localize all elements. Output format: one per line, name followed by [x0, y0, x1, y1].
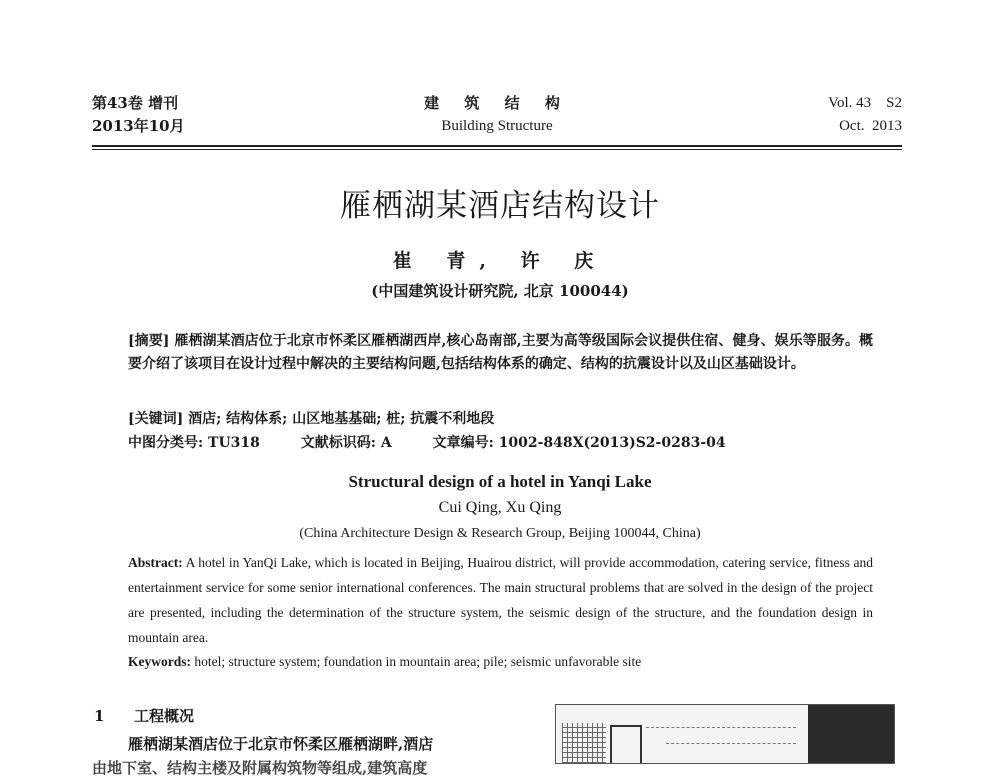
keywords-cn-label: [关键词] — [128, 411, 184, 427]
abstract-cn — [128, 330, 873, 376]
doc-code-label: 文献标识码: — [300, 435, 376, 451]
header-center — [92, 92, 902, 138]
classification-line — [128, 432, 873, 455]
figure-grid-area — [562, 723, 606, 763]
affiliation-en: (China Architecture Design & Research Group, Beijing 100044, China) — [299, 526, 701, 541]
figure-dark-region — [808, 705, 894, 763]
article-number — [433, 432, 726, 455]
keywords-en-label: Keywords: — [128, 654, 191, 669]
section-title: 工程概况 — [134, 707, 195, 725]
authors-cn: 崔 青, 许 庆 — [392, 250, 608, 272]
date-en: Oct. 2013 — [839, 118, 902, 134]
body-text-line-cut: 由地下室、结构主楼及附属构筑物等组成,建筑高度 — [92, 759, 428, 777]
authors-en: Cui Qing, Xu Qing — [438, 499, 562, 516]
date-cn: 2013年10月 — [92, 117, 185, 135]
header-rule — [92, 145, 902, 147]
keywords-cn — [128, 408, 873, 431]
site-plan-figure — [555, 704, 895, 764]
journal-name-cn: 建 筑 结 构 — [424, 94, 570, 112]
figure-dashed-line — [646, 727, 796, 728]
section-number: 1 — [94, 707, 105, 725]
article-no-label: 文章编号: — [432, 435, 494, 451]
journal-name-en: Building Structure — [441, 118, 553, 134]
affiliation-cn: (中国建筑设计研究院, 北京 100044) — [371, 282, 629, 300]
clc-label: 中图分类号: — [128, 435, 204, 451]
abstract-en-text: A hotel in YanQi Lake, which is located in Beijing, Huairou district, will provide accommodation, catering service, fitness and entertainment service for some senior international conferences. The main structural problems that are solved in the design of the project are presented, including the determination of the structure system, the seismic design of the structure, and the foundation design in mountain area. — [128, 555, 873, 645]
clc-value: TU318 — [208, 435, 260, 451]
doc-code — [301, 432, 392, 455]
running-header — [92, 92, 902, 138]
figure-building-outline — [610, 725, 642, 764]
body-text-line: 雁栖湖某酒店位于北京市怀柔区雁栖湖畔,酒店 — [128, 735, 434, 753]
section-heading — [94, 705, 194, 726]
figure-dashed-line — [666, 743, 796, 744]
article-title-cn: 雁栖湖某酒店结构设计 — [340, 188, 660, 224]
abstract-cn-label: [摘要] — [128, 333, 170, 349]
header-rule-thin — [92, 149, 902, 150]
clc-code — [128, 432, 260, 455]
doc-code-value: A — [380, 435, 392, 451]
article-title-en: Structural design of a hotel in Yanqi Lake — [348, 472, 652, 491]
header-right — [828, 92, 902, 138]
article-no-value: 1002-848X(2013)S2-0283-04 — [498, 435, 726, 451]
abstract-en-label: Abstract: — [128, 555, 183, 570]
abstract-en — [128, 550, 873, 650]
keywords-en-text: hotel; structure system; foundation in mountain area; pile; seismic unfavorable site — [191, 654, 642, 669]
volume-cn: 第43卷 增刊 — [92, 94, 179, 112]
volume-en: Vol. 43 S2 — [828, 95, 902, 111]
keywords-cn-text: 酒店; 结构体系; 山区地基基础; 桩; 抗震不利地段 — [188, 411, 495, 427]
keywords-en — [128, 651, 873, 673]
abstract-cn-text: 雁栖湖某酒店位于北京市怀柔区雁栖湖西岸,核心岛南部,主要为高等级国际会议提供住宿、健身、娱乐等服务。概要介绍了该项目在设计过程中解决的主要结构问题,包括结构体系的确定、结构的抗震设计以及山区基础设计。 — [128, 333, 873, 372]
